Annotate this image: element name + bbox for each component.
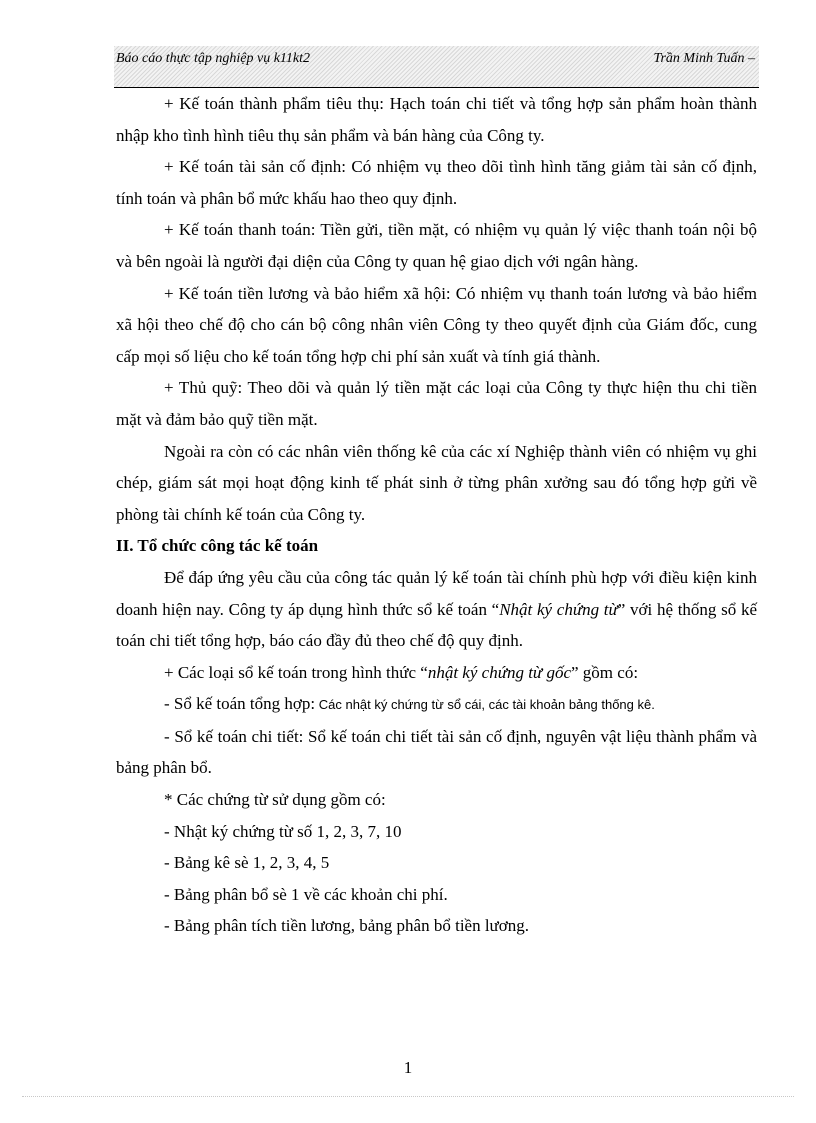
list-item-general-ledger	[116, 688, 757, 721]
paragraph-accounting-form	[116, 562, 757, 657]
paragraph-finished-goods: + Kế toán thành phẩm tiêu thụ: Hạch toán chi tiết và tổng hợp sản phẩm hoàn thành nhập kho tình hình tiêu thụ sản phẩm và bán hàng của Công ty.	[116, 94, 757, 145]
paragraph-treasurer: + Thủ quỹ: Theo dõi và quản lý tiền mặt các loại của Công ty thực hiện thu chi tiền mặt và đảm bảo quỹ tiền mặt.	[116, 378, 757, 429]
list-item-statements: - Bảng kê sè 1, 2, 3, 4, 5	[164, 853, 330, 873]
list-item-allocation-table: - Bảng phân bổ sè 1 về các khoản chi phí.	[164, 884, 448, 904]
list-item-detail-ledger: - Sổ kế toán chi tiết: Sổ kế toán chi tiết tài sản cố định, nguyên vật liệu thành phẩm và bảng phân bổ.	[116, 726, 757, 778]
accounting-form-italic: Nhật ký chứng từ	[499, 599, 618, 619]
list-item-salary-analysis: - Bảng phân tích tiền lương, bảng phân bổ tiền lương.	[164, 916, 530, 936]
header-report-title: Báo cáo thực tập nghiệp vụ k11kt2	[116, 51, 310, 66]
accounting-form-text-start: Để đáp ứng yêu cầu của công tác quản lý kế toán tài chính phù hợp với điều kiện kinh doanh hiện nay. Công ty áp dụng hình thức sổ kế toán “	[116, 567, 757, 619]
paragraph-fixed-assets: + Kế toán tài sản cố định: Có nhiệm vụ theo dõi tình hình tăng giảm tài sản cố định, tính toán và phân bổ mức khấu hao theo quy định.	[116, 157, 757, 208]
accounting-form-text-end: ” với hệ thống sổ kế toán chi tiết tổng hợp, báo cáo đầy đủ theo chế độ quy định.	[116, 599, 757, 651]
section-heading: II. Tổ chức công tác kế toán	[116, 536, 319, 556]
list-item-documents-heading: * Các chứng từ sử dụng gồm có:	[164, 790, 386, 810]
general-ledger-text: Các nhật ký chứng từ sổ cái, các tài khoản bảng thống kê.	[315, 697, 655, 713]
paragraph-statisticians: Ngoài ra còn có các nhân viên thống kê của các xí Nghiệp thành viên có nhiệm vụ ghi chép, giám sát mọi hoạt động kinh tế phát sinh ở từng phân xưởng sau đó tổng hợp gửi về phòng tài chính kế toán của Công ty.	[116, 441, 757, 524]
page-bottom-divider	[22, 1096, 794, 1097]
page-header	[114, 46, 759, 88]
header-author: Trần Minh Tuấn –	[653, 51, 755, 66]
book-types-text-start: + Các loại sổ kế toán trong hình thức “	[164, 662, 428, 682]
book-types-italic: nhật ký chứng từ gốc	[427, 662, 571, 682]
paragraph-payroll: + Kế toán tiền lương và bảo hiểm xã hội: Có nhiệm vụ thanh toán lương và bảo hiểm xã hội theo chế độ cho cán bộ công nhân viên Công ty theo quyết định của Giám đốc, cung cấp mọi số liệu cho kế toán tổng hợp chi phí sản xuất và tính giá thành.	[116, 283, 757, 366]
general-ledger-label: - Sổ kế toán tổng hợp:	[164, 694, 316, 714]
document-body	[116, 88, 757, 942]
book-types-text-end: ” gồm có:	[571, 662, 639, 682]
list-item-book-types	[116, 657, 757, 689]
page-number: 1	[403, 1058, 413, 1077]
paragraph-payments: + Kế toán thanh toán: Tiền gửi, tiền mặt, có nhiệm vụ quản lý việc thanh toán nội bộ và bên ngoài là người đại diện của Công ty quan hệ giao dịch với ngân hàng.	[116, 220, 757, 271]
list-item-journal-vouchers: - Nhật ký chứng từ số 1, 2, 3, 7, 10	[164, 821, 402, 841]
